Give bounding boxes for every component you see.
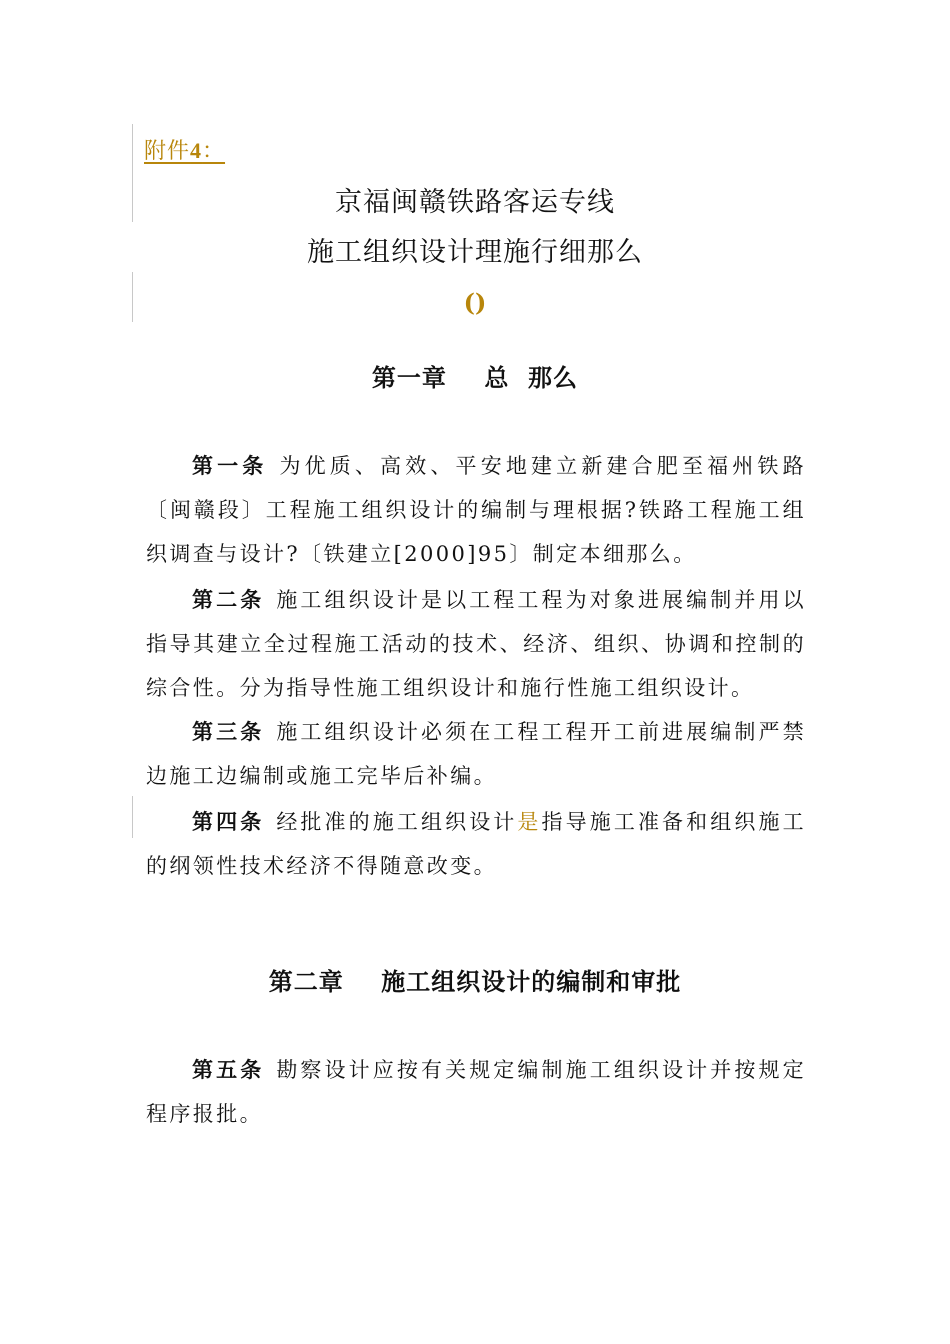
article-text: 施工组织设计是以工程工程为对象进展编制并用以指导其建立全过程施工活动的技术、经济、组织、协调和控制的综合性。分为指导性施工组织设计和施行性施工组织设计。 bbox=[146, 588, 806, 700]
document-title-line-1: 京福闽赣铁路客运专线 bbox=[335, 187, 615, 218]
attachment-number: 4 bbox=[190, 138, 203, 163]
attachment-suffix: ： bbox=[202, 139, 226, 164]
chapter-1-heading: 第一章 总 那么 bbox=[371, 364, 579, 392]
article-text: 为优质、高效、平安地建立新建合肥至福州铁路〔闽赣段〕工程施工组织设计的编制与理根据?铁路工程施工组织调查与设计?〔铁建立[2000]95〕制定本细那么。 bbox=[146, 454, 806, 566]
document-title-line-2: 施工组织设计理施行细那么 bbox=[307, 237, 643, 268]
article-text: 勘察设计应按有关规定编制施工组织设计并按规定程序报批。 bbox=[146, 1058, 806, 1126]
article-5 bbox=[146, 1048, 806, 1136]
article-label: 第一条 bbox=[192, 454, 268, 478]
article-text: 经批准的施工组织设计 bbox=[276, 810, 518, 834]
article-2 bbox=[146, 578, 806, 710]
chapter-2-heading: 第二章 施工组织设计的编制和审批 bbox=[268, 968, 682, 996]
document-title-parenthesis: () bbox=[463, 288, 487, 317]
attachment-prefix: 附件 bbox=[144, 139, 191, 164]
article-4 bbox=[146, 800, 806, 888]
attachment-label bbox=[144, 134, 225, 165]
article-label: 第二条 bbox=[192, 588, 265, 612]
article-3 bbox=[146, 710, 806, 798]
article-label: 第三条 bbox=[192, 720, 265, 744]
margin-revision-bar bbox=[132, 796, 133, 838]
article-label: 第四条 bbox=[192, 810, 265, 834]
article-label: 第五条 bbox=[192, 1058, 265, 1082]
article-text: 指导施工准备和组织施工的纲领性技术经济不得随意改变。 bbox=[146, 810, 806, 878]
article-text: 施工组织设计必须在工程工程开工前进展编制严禁边施工边编制或施工完毕后补编。 bbox=[146, 720, 806, 788]
article-1 bbox=[146, 444, 806, 576]
highlighted-text: 是 bbox=[517, 810, 542, 834]
